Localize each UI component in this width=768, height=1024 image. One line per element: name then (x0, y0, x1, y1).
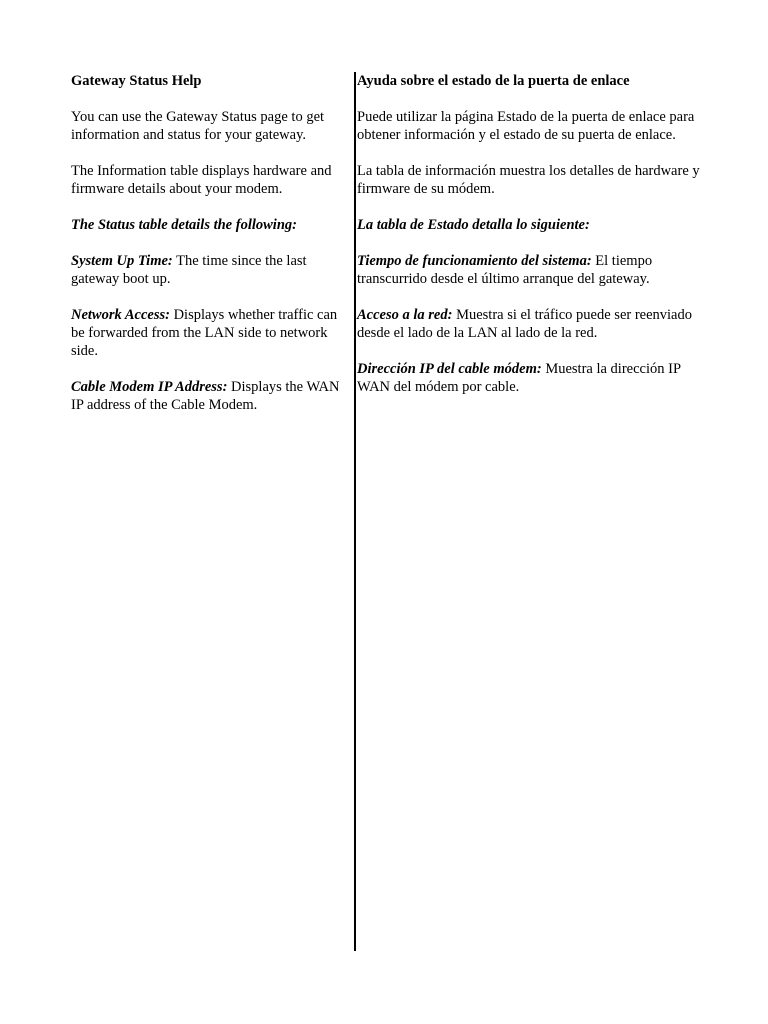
definition-term: Network Access: (71, 307, 170, 323)
page-title: Gateway Status Help (71, 73, 202, 89)
info-table-paragraph-es: La tabla de información muestra los detalles de hardware y firmware de su módem. (357, 163, 700, 197)
status-table-heading-es: La tabla de Estado detalla lo siguiente: (357, 217, 590, 233)
definition-term-es: Dirección IP del cable módem: (357, 361, 542, 377)
definition-description: Displays whether traffic can be forwarded from the LAN side to network side. (71, 307, 338, 359)
definition-term: System Up Time: (71, 253, 173, 269)
definition-description-es: El tiempo transcurrido desde el último arranque del gateway. (357, 253, 653, 287)
info-table-paragraph: The Information table displays hardware and firmware details about your modem. (71, 163, 332, 197)
definition-description-es: Muestra si el tráfico puede ser reenviado desde el lado de la LAN al lado de la red. (357, 307, 692, 341)
page-title-es: Ayuda sobre el estado de la puerta de enlace (357, 73, 630, 89)
definition-item (71, 306, 351, 360)
english-column (71, 72, 351, 432)
definition-description: The time since the last gateway boot up. (71, 253, 307, 287)
status-table-heading: The Status table details the following: (71, 217, 297, 233)
definition-item-es (357, 252, 702, 288)
definition-term-es: Acceso a la red: (357, 307, 453, 323)
definition-item-es (357, 306, 702, 342)
intro-paragraph: You can use the Gateway Status page to get information and status for your gateway. (71, 109, 325, 143)
spanish-column (357, 72, 702, 414)
column-divider (354, 72, 356, 951)
definition-item-es (357, 360, 702, 396)
definition-description: Displays the WAN IP address of the Cable Modem. (71, 379, 340, 413)
definition-item (71, 378, 351, 414)
definition-term: Cable Modem IP Address: (71, 379, 228, 395)
definition-item (71, 252, 351, 288)
definition-description-es: Muestra la dirección IP WAN del módem por cable. (357, 361, 681, 395)
intro-paragraph-es: Puede utilizar la página Estado de la puerta de enlace para obtener información y el estado de su puerta de enlace. (357, 109, 695, 143)
definition-term-es: Tiempo de funcionamiento del sistema: (357, 253, 592, 269)
